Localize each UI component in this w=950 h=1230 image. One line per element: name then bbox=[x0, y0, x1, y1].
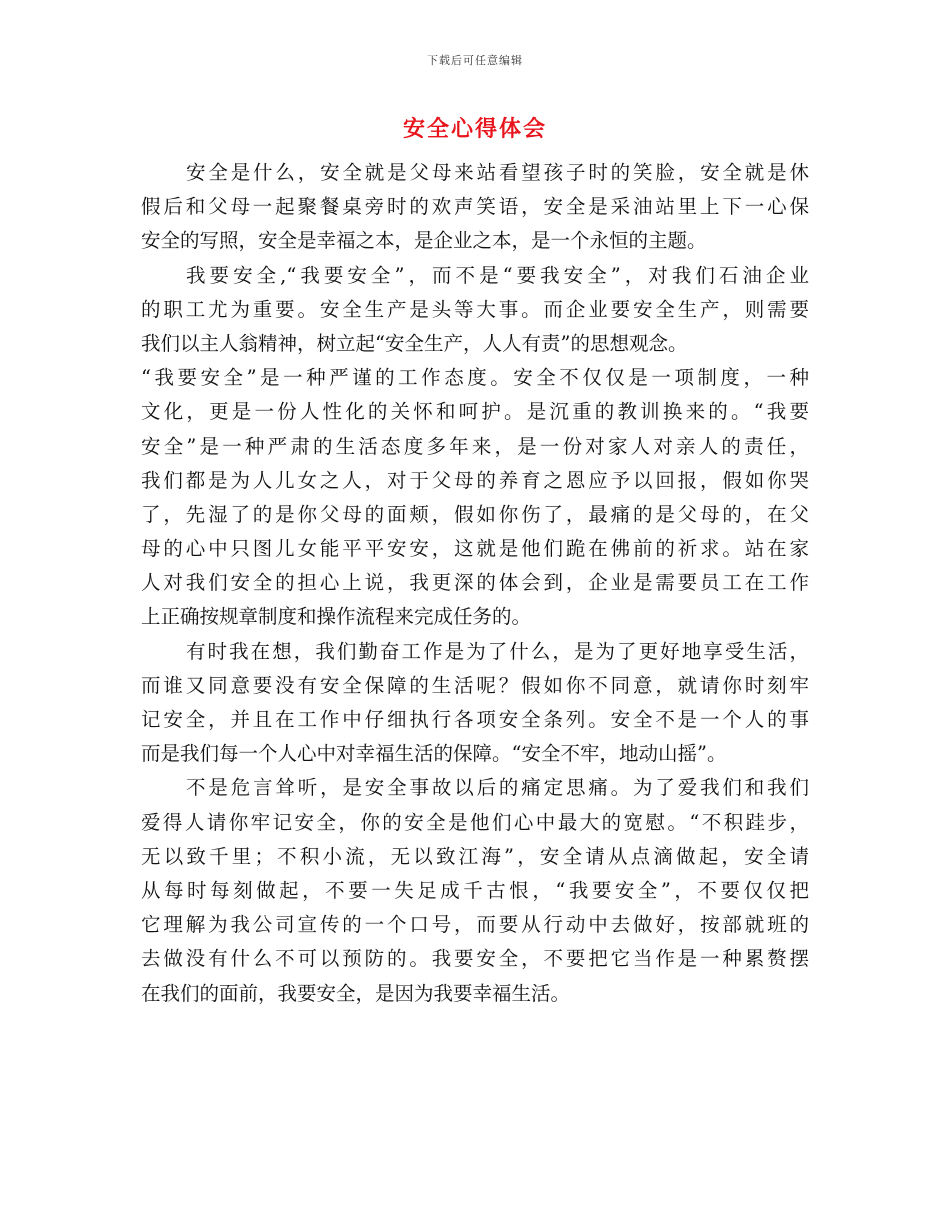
body-line: “我要安全”是一种严谨的工作态度。安全不仅仅是一项制度，一种 bbox=[141, 366, 809, 390]
body-line: 不是危言耸听，是安全事故以后的痛定思痛。为了爱我们和我们 bbox=[186, 776, 809, 800]
page-header-note: 下载后可任意编辑 bbox=[427, 54, 523, 67]
body-line: 在我们的面前，我要安全，是因为我要幸福生活。 bbox=[141, 981, 571, 1005]
body-line: 我们都是为人儿女之人，对于父母的养育之恩应予以回报，假如你哭 bbox=[141, 468, 809, 492]
body-line: 文化，更是一份人性化的关怀和呵护。是沉重的教训换来的。“我要 bbox=[141, 400, 809, 424]
body-line: 它理解为我公司宣传的一个口号，而要从行动中去做好，按部就班的 bbox=[141, 913, 809, 937]
body-line: 而谁又同意要没有安全保障的生活呢？假如你不同意，就请你时刻牢 bbox=[141, 673, 809, 697]
body-line: 母的心中只图儿女能平平安安，这就是他们跪在佛前的祈求。站在家 bbox=[141, 537, 809, 561]
body-line: 安全是什么，安全就是父母来站看望孩子时的笑脸，安全就是休 bbox=[186, 161, 809, 184]
document-body bbox=[141, 156, 809, 1011]
body-line: 我要安全,“我要安全”，而不是“要我安全”，对我们石油企业 bbox=[186, 263, 809, 287]
body-line: 上正确按规章制度和操作流程来完成任务的。 bbox=[141, 605, 532, 629]
body-line: 记安全，并且在工作中仔细执行各项安全条列。安全不是一个人的事 bbox=[141, 708, 809, 731]
body-line: 爱得人请你牢记安全，你的安全是他们心中最大的宽慰。“不积跬步， bbox=[141, 810, 809, 834]
body-line: 安全”是一种严肃的生活态度多年来，是一份对家人对亲人的责任， bbox=[141, 434, 809, 458]
body-line: 有时我在想，我们勤奋工作是为了什么，是为了更好地享受生活， bbox=[186, 639, 809, 663]
body-line: 人对我们安全的担心上说，我更深的体会到，企业是需要员工在工作 bbox=[141, 571, 809, 595]
body-line: 从每时每刻做起，不要一失足成千古恨，“我要安全”，不要仅仅把 bbox=[141, 878, 809, 902]
body-line: 我们以主人翁精神，树立起“安全生产，人人有责”的思想观念。 bbox=[141, 331, 688, 355]
document-title: 安全心得体会 bbox=[402, 117, 547, 142]
body-line: 的职工尤为重要。安全生产是头等大事。而企业要安全生产，则需要 bbox=[141, 297, 809, 321]
body-line: 无以致千里；不积小流，无以致江海”，安全请从点滴做起，安全请 bbox=[141, 844, 809, 868]
body-line: 了，先湿了的是你父母的面颊，假如你伤了，最痛的是父母的，在父 bbox=[141, 502, 809, 526]
body-line: 去做没有什么不可以预防的。我要安全，不要把它当作是一种累赘摆 bbox=[141, 947, 809, 971]
body-line: 安全的写照，安全是幸福之本，是企业之本，是一个永恒的主题。 bbox=[141, 229, 707, 253]
body-line: 而是我们每一个人心中对幸福生活的保障。“安全不牢，地动山摇”。 bbox=[141, 742, 727, 766]
body-line: 假后和父母一起聚餐桌旁时的欢声笑语，安全是采油站里上下一心保 bbox=[141, 195, 809, 219]
